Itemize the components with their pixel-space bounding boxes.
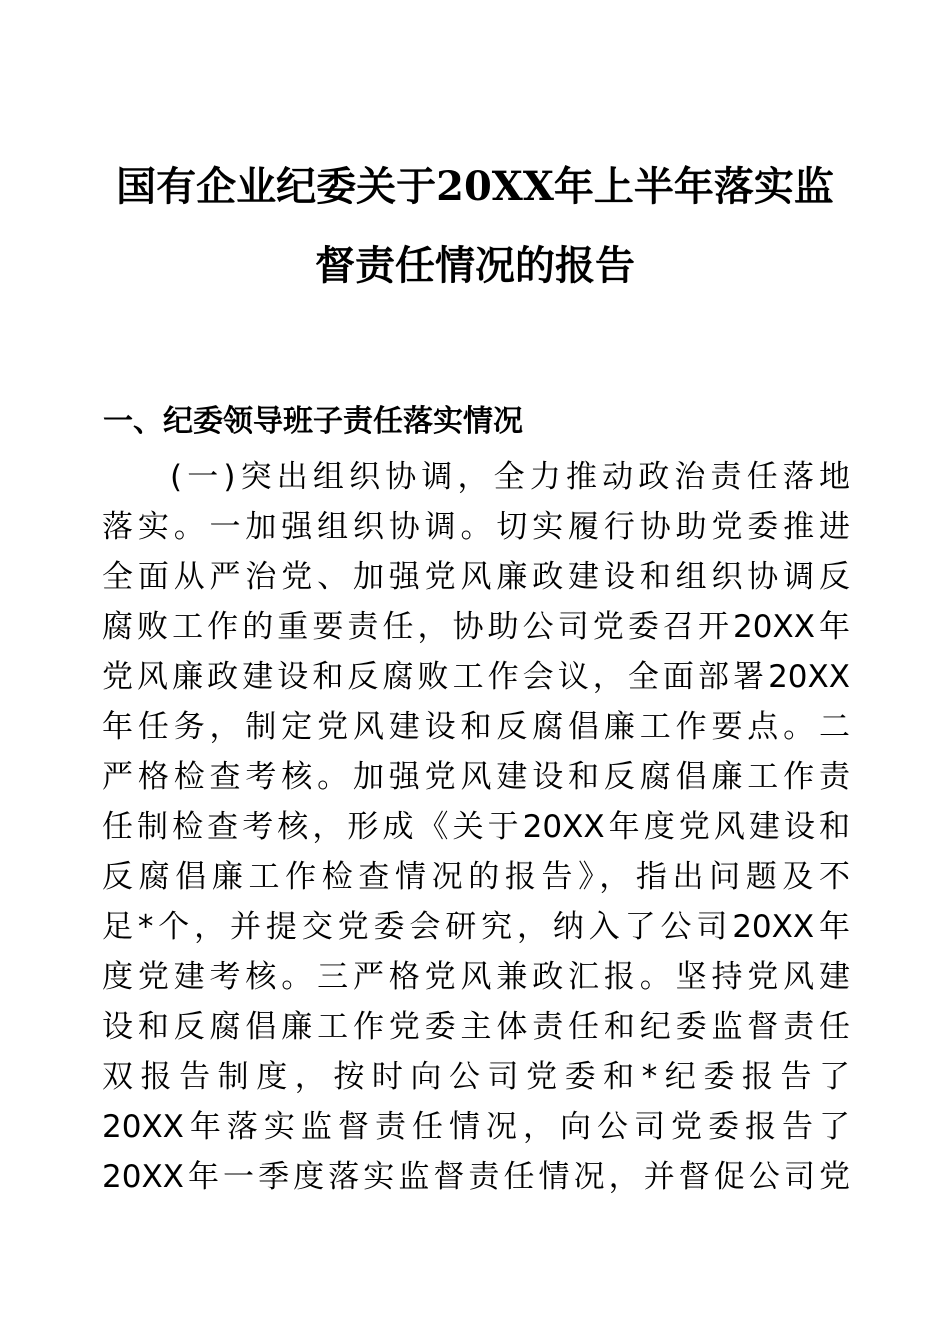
body-line: 任制检查考核，形成《关于20XX年度党风建设和 bbox=[102, 809, 850, 845]
body-line: 度党建考核。三严格党风兼政汇报。坚持党风建 bbox=[102, 959, 850, 995]
body-line: 腐败工作的重要责任，协助公司党委召开20XX年 bbox=[102, 609, 850, 645]
body-line: 反腐倡廉工作检查情况的报告》，指出问题及不 bbox=[102, 859, 850, 895]
document-title-line-1: 国有企业纪委关于20XX年上半年落实监 bbox=[116, 163, 834, 210]
body-line: 设和反腐倡廉工作党委主体责任和纪委监督责任 bbox=[102, 1009, 850, 1045]
body-line: (一)突出组织协调，全力推动政治责任落地 bbox=[170, 459, 850, 495]
body-line: 年任务，制定党风建设和反腐倡廉工作要点。二 bbox=[102, 709, 850, 745]
body-line: 党风廉政建设和反腐败工作会议，全面部署20XX bbox=[102, 659, 850, 695]
body-line: 落实。一加强组织协调。切实履行协助党委推进 bbox=[102, 509, 850, 545]
body-line: 全面从严治党、加强党风廉政建设和组织协调反 bbox=[102, 559, 850, 595]
body-line: 足*个，并提交党委会研究，纳入了公司20XX年 bbox=[102, 909, 850, 945]
body-line: 严格检查考核。加强党风建设和反腐倡廉工作责 bbox=[102, 759, 850, 795]
body-line: 双报告制度，按时向公司党委和*纪委报告了 bbox=[102, 1059, 850, 1095]
section-heading: 一、纪委领导班子责任落实情况 bbox=[103, 404, 523, 439]
document-title-line-2: 督责任情况的报告 bbox=[315, 242, 635, 289]
body-line: 20XX年落实监督责任情况，向公司党委报告了 bbox=[102, 1109, 850, 1145]
body-line: 20XX年一季度落实监督责任情况，并督促公司党 bbox=[102, 1159, 850, 1195]
